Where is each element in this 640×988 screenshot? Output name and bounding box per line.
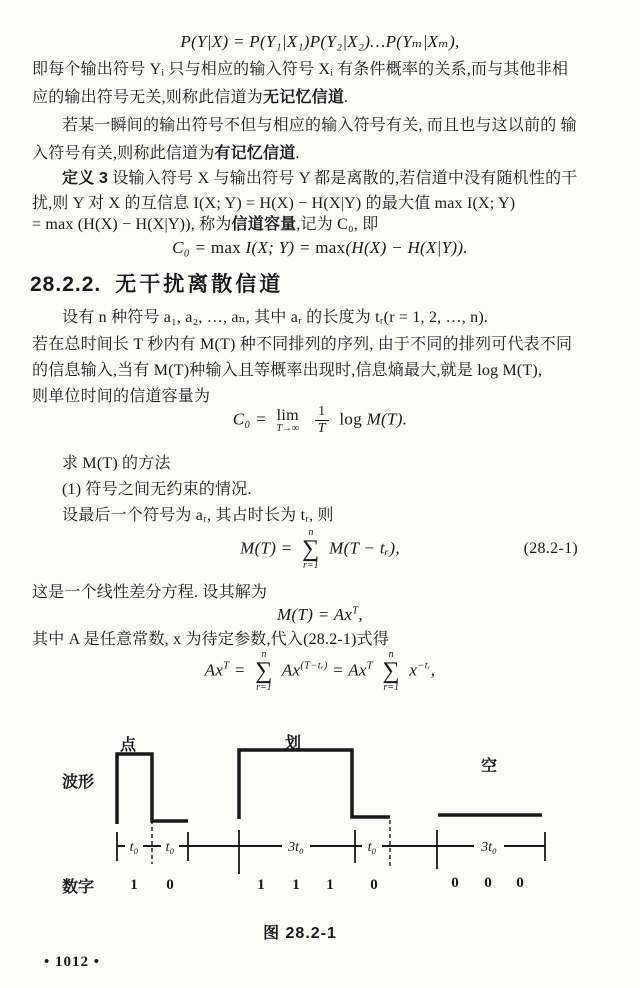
body-line-last-symbol [32,506,640,526]
digit: 1 [257,877,265,893]
section-heading [30,268,283,298]
formula-text: P(Y|X) = P(Y₁|X₁)P(Y₂|X₂)…P(Yₘ|Xₘ), [180,32,460,51]
body-line-substitute [32,630,616,650]
text-run: (1) 符号之间无约束的情况. [62,481,252,498]
text-run: 则单位时间的信道容量为 [32,388,211,405]
term-memory-channel: 有记忆信道 [214,145,296,162]
summation-operator [302,528,319,571]
sum-lower-limit: r=1 [303,559,319,571]
digit: 0 [166,877,174,893]
sigma-symbol: ∑ [255,658,273,684]
sum-upper-limit: n [261,649,267,660]
formula-part: M(T − tᵣ), [329,538,400,558]
body-line-method [32,454,640,474]
waveform-dash-pulse [239,750,390,819]
body-line-symbols-1 [32,308,640,328]
term-channel-capacity: 信道容量 [231,216,297,233]
digit: 1 [292,877,300,893]
formula-recurrence [0,528,640,571]
text-run: 即每个输出符号 Yᵢ 只与相应的输入符号 Xᵢ 有条件概率的关系,而与其他非相 [32,61,569,78]
interval-t0-1: t₀ [129,840,139,855]
body-line-symbols-3 [32,361,616,381]
summation-operator [255,650,272,693]
text-run: 其中 A 是任意常数, x 为待定参数,代入(28.2-1)式得 [32,631,390,648]
digit: 1 [326,877,334,893]
sum-upper-limit: n [388,649,394,660]
body-line-memory-1 [32,116,640,136]
body-line-symbols-2 [32,335,616,355]
formula-part: C₀ = [172,238,211,257]
formula-channel-capacity [0,238,640,258]
operator-log: log [339,409,362,429]
formula-solution [0,605,640,625]
text-run: = max (H(X) − H(X|Y)), 称为 [32,216,232,233]
body-line-linear-difference [32,583,616,603]
page-number: • 1012 • [44,954,101,970]
summation-operator [382,650,399,693]
digit: 0 [370,877,378,893]
superscript-exponent: −tᵣ [417,660,431,672]
text-run: 设输入符号 X 与输出符号 Y 都是离散的,若信道中没有随机性的干 [112,170,578,187]
formula-conditional-probability [0,32,640,52]
operator-max: max [315,238,346,257]
lim-subscript: T→∞ [276,422,300,434]
text-run: 应的输出符号无关,则称此信道为 [32,89,264,106]
sum-lower-limit: r=1 [383,681,399,693]
superscript-T: T [352,605,359,617]
formula-part: , [358,605,363,624]
formula-expansion [0,650,640,693]
lim-symbol: lim [276,406,299,424]
equals-sign: = [229,660,251,680]
superscript-T: T [366,660,373,672]
formula-part: C₀ = [232,409,267,429]
text-run: . [344,89,349,106]
body-line-case1 [32,480,640,500]
text-run: 这是一个线性差分方程. 设其解为 [32,584,268,601]
text-run: 求 M(T) 的方法 [62,455,171,472]
text-run: 设最后一个符号为 aᵣ, 其占时长为 tᵣ, 则 [62,507,334,524]
formula-part: , [430,660,436,680]
formula-part: M(T) = [240,538,293,558]
interval-3t0-1: 3t₀ [288,840,304,855]
operator-max: max [210,238,241,257]
text-run: 设有 n 种符号 a₁, a₂, …, aₙ, 其中 aᵣ 的长度为 tᵣ(r = 1, 2, …, n). [62,309,489,326]
figure-label-dot: 点 [119,737,137,754]
fraction-one-over-T [315,404,329,437]
body-line-definition-3 [32,215,616,235]
text-run: 的信息输入,当有 M(T)种输入且等概率出现时,信息熵最大,就是 log M(T), [32,362,543,379]
fraction-denominator: T [315,420,329,437]
fraction-numerator: 1 [318,404,326,419]
body-line-memory-2 [32,144,616,164]
text-run: 扰,则 Y 对 X 的互信息 I(X; Y) = H(X) − H(X|Y) 的最大值 max I(X; Y) [32,195,516,212]
digit: 0 [516,875,524,891]
formula-part: M(T) = Ax [277,605,353,624]
sigma-symbol: ∑ [302,536,320,562]
formula-part: = Ax [327,660,367,680]
body-line-definition-2 [32,194,616,214]
definition-label: 定义 3 [62,170,109,187]
sum-lower-limit: r=1 [256,681,272,693]
digit: 1 [130,877,138,893]
body-line-memoryless-2 [32,88,616,108]
limit-operator [276,408,299,434]
figure-label-space: 空 [480,758,498,775]
formula-part: M(T). [366,409,408,429]
section-number: 28.2.2. [30,273,102,296]
body-line-definition-1 [32,169,640,189]
text-run: 若在总时间长 T 秒内有 M(T) 种不同排列的序列, 由于不同的排列可代表不同 [32,336,573,353]
section-title: 无干扰离散信道 [115,273,284,296]
formula-part: Ax [204,660,224,680]
formula-capacity-limit [0,404,640,437]
body-line-memoryless-1 [32,60,616,80]
formula-part: I(X; Y) = [241,238,316,257]
digit: 0 [451,875,459,891]
text-run: . [295,145,300,162]
superscript-T: T [223,660,230,672]
formula-part: (H(X) − H(X|Y)). [345,238,468,257]
sigma-symbol: ∑ [382,658,400,684]
interval-3t0-2: 3t₀ [481,840,497,855]
formula-part: x [409,660,418,680]
text-run: 若某一瞬间的输出符号不但与相应的输入符号有关, 而且也与这以前的 输 [62,117,577,134]
sum-upper-limit: n [308,527,314,538]
figure-label-digits: 数字 [62,879,95,896]
interval-t0-2: t₀ [165,840,175,855]
text-run: ,记为 C₀, 即 [296,216,379,233]
figure-label-waveform: 波形 [62,774,95,791]
figure-morse-waveform [0,725,640,960]
waveform-dot-pulse [117,754,188,824]
formula-part: Ax [281,660,301,680]
equation-number: (28.2-1) [523,540,578,557]
figure-label-dash: 划 [284,735,302,752]
interval-t0-3: t₀ [367,840,377,855]
text-run: 入符号有关,则称此信道为 [32,145,215,162]
term-memoryless-channel: 无记忆信道 [263,89,345,106]
digit: 0 [484,875,492,891]
superscript-exponent: (T−tᵣ) [300,660,328,672]
figure-caption: 图 28.2-1 [263,925,337,942]
